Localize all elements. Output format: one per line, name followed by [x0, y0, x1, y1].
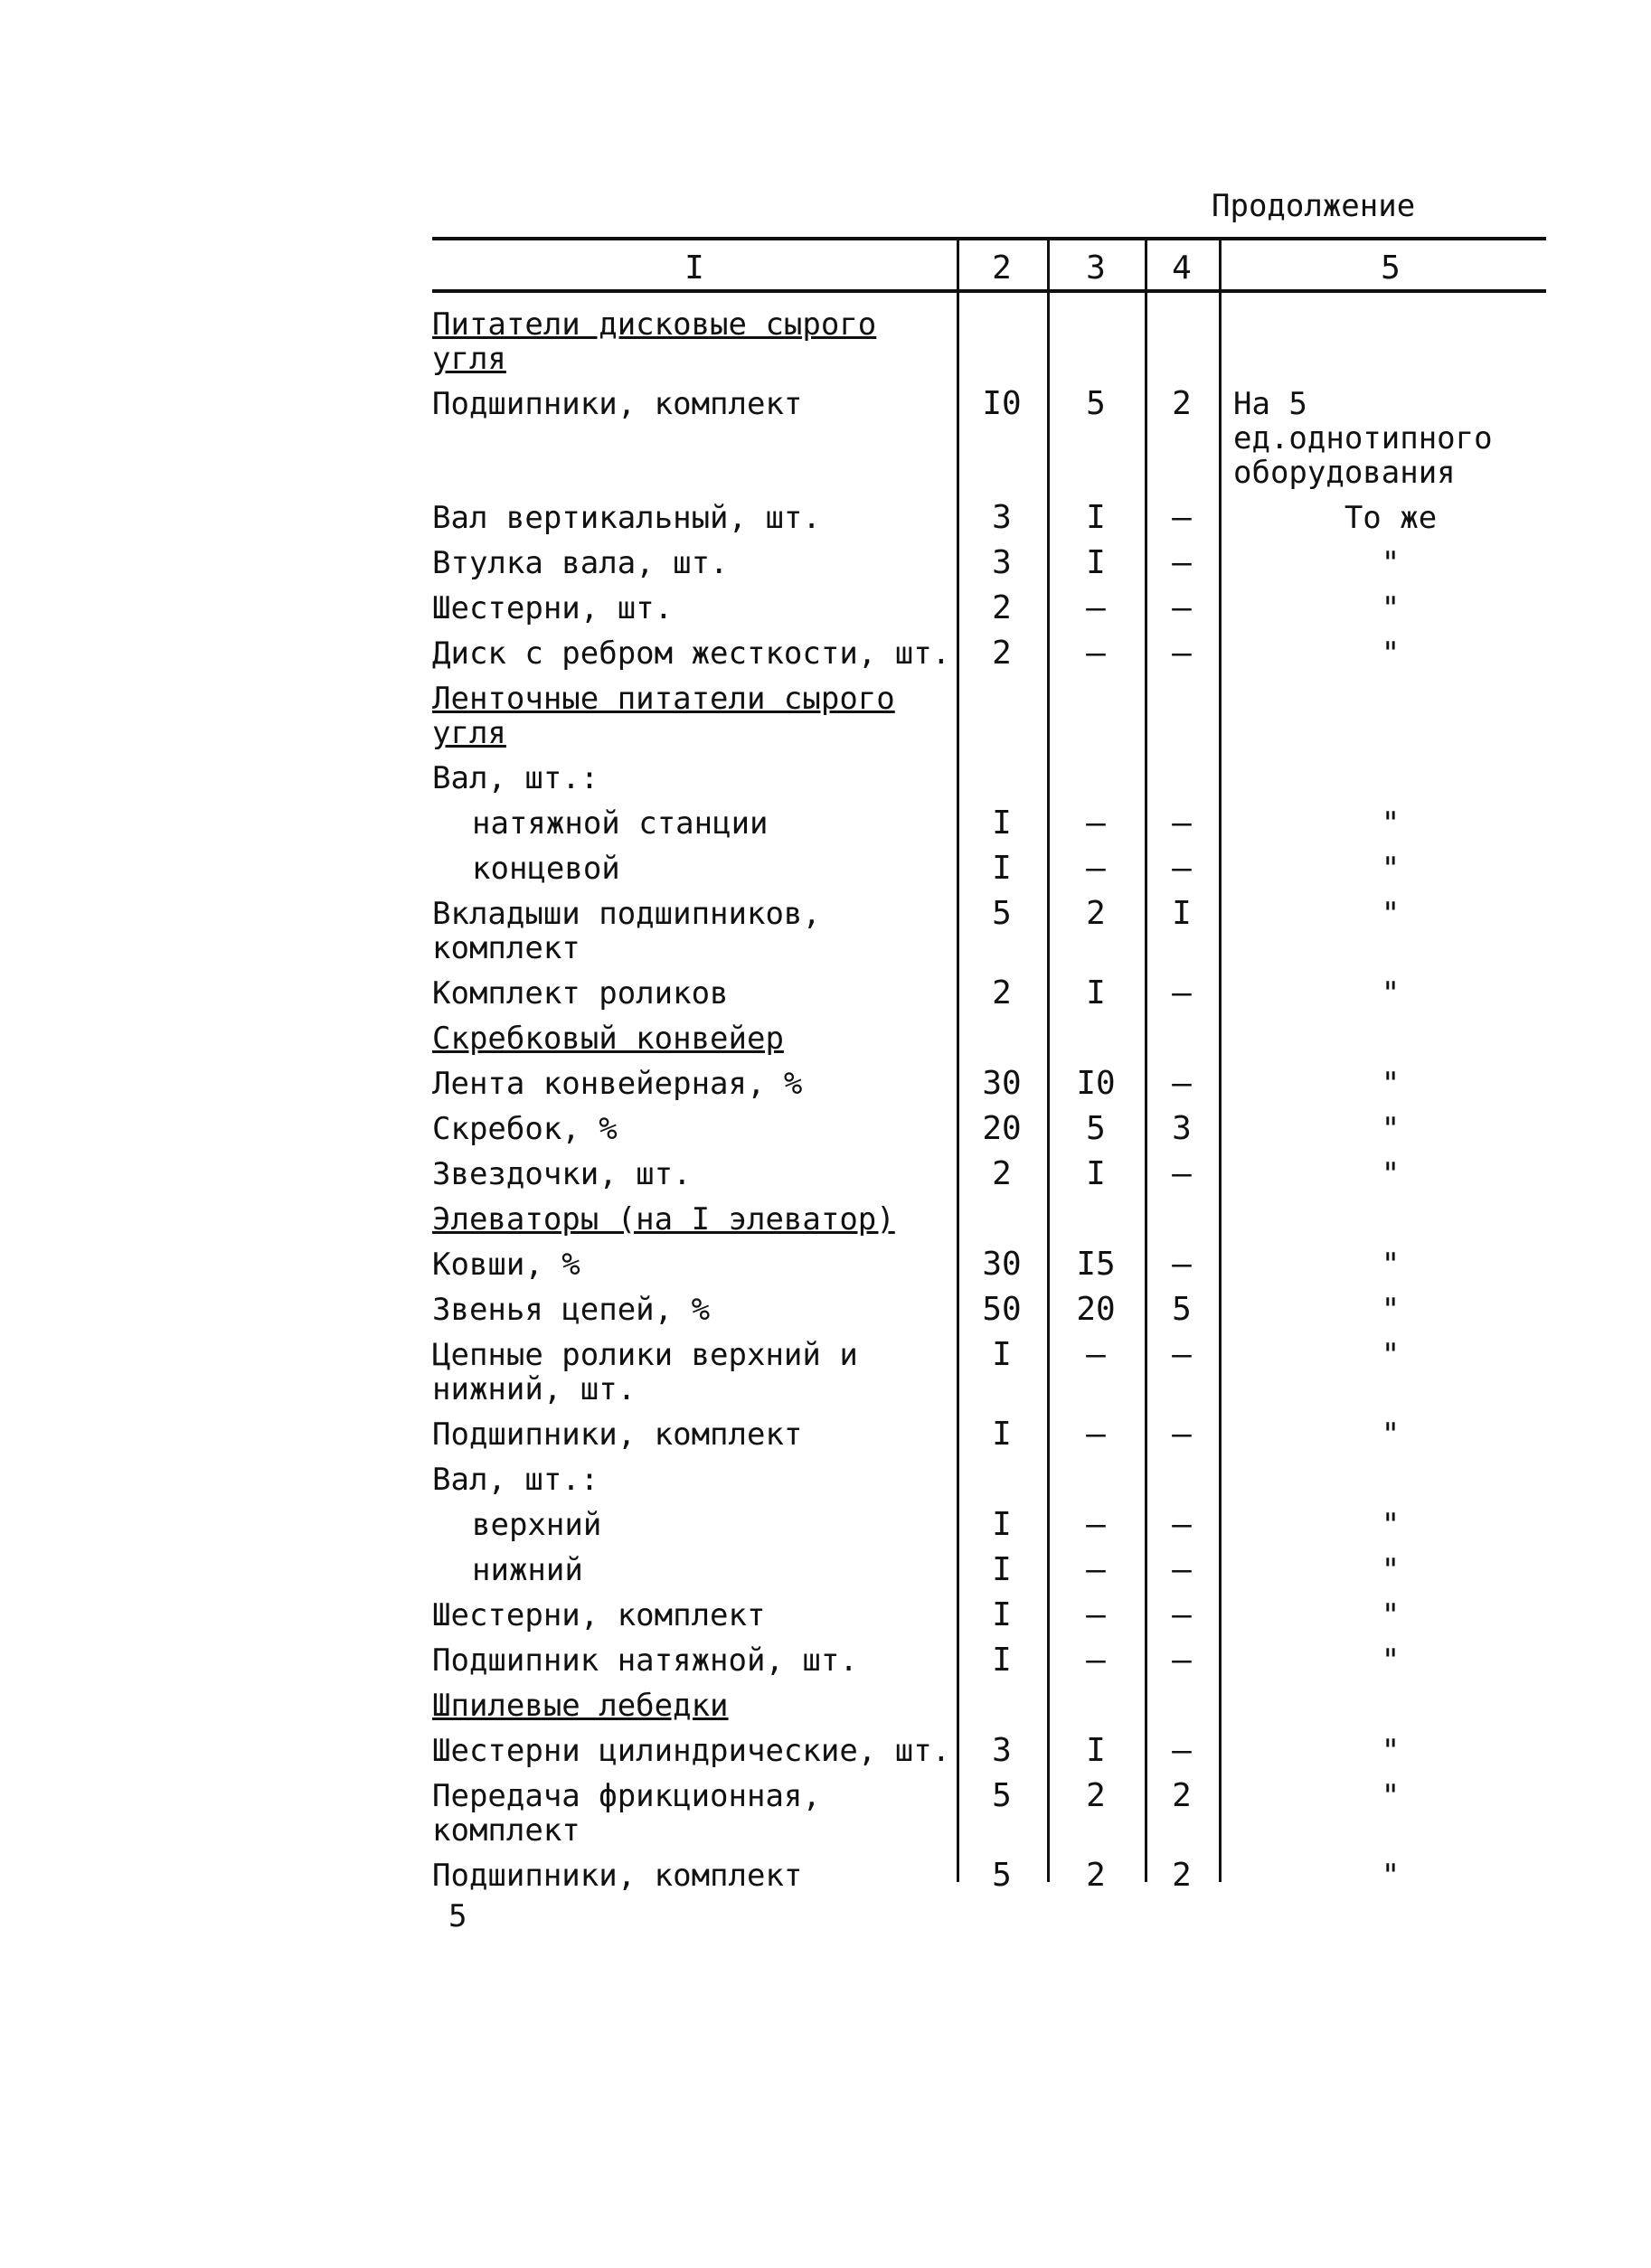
item-name: Цепные ролики верхний и нижний, шт.: [432, 1337, 858, 1407]
qty-col2: 3: [992, 544, 1012, 581]
section-heading: Скребковый конвейер: [432, 1021, 784, 1057]
note: ": [1381, 1597, 1401, 1633]
qty-col3: –: [1086, 635, 1106, 672]
qty-col4: –: [1172, 1596, 1192, 1633]
qty-col3: –: [1086, 1336, 1106, 1373]
table-header-rule: [432, 289, 1546, 293]
qty-col4: –: [1172, 1506, 1192, 1543]
qty-col3: I: [1086, 1732, 1106, 1769]
qty-col2: I: [992, 805, 1012, 842]
qty-col4: –: [1172, 850, 1192, 887]
item-name: концевой: [472, 851, 620, 887]
qty-col4: –: [1172, 1551, 1192, 1588]
qty-col3: 2: [1086, 895, 1106, 932]
qty-col3: –: [1086, 1642, 1106, 1679]
column-header-2: 2: [992, 249, 1012, 287]
item-name: Передача фрикционная, комплект: [432, 1778, 821, 1849]
note: ": [1381, 1292, 1401, 1328]
table-row: [432, 1011, 1564, 1056]
item-name: нижний: [472, 1552, 583, 1588]
note: ": [1381, 1733, 1401, 1769]
qty-col2: I0: [982, 385, 1022, 422]
qty-col3: I: [1086, 974, 1106, 1012]
column-header-3: 3: [1086, 249, 1106, 287]
qty-col2: 30: [982, 1246, 1022, 1283]
item-name: верхний: [472, 1507, 602, 1543]
qty-col3: –: [1086, 589, 1106, 626]
item-name: Шестерни, комплект: [432, 1597, 766, 1633]
qty-col4: –: [1172, 1732, 1192, 1769]
note: ": [1381, 545, 1401, 581]
qty-col4: –: [1172, 1155, 1192, 1192]
item-name: Втулка вала, шт.: [432, 545, 729, 581]
qty-col4: –: [1172, 499, 1192, 536]
section-heading: Ленточные питатели сырого угля: [432, 681, 895, 751]
qty-col2: 50: [982, 1291, 1022, 1328]
table-row: [432, 580, 1564, 626]
qty-col4: 3: [1172, 1110, 1192, 1147]
qty-col3: –: [1086, 1416, 1106, 1453]
qty-col2: 30: [982, 1065, 1022, 1102]
item-name: Звенья цепей, %: [432, 1292, 711, 1328]
note: ": [1381, 635, 1401, 672]
table-body: [432, 296, 1564, 1893]
note: ": [1381, 1156, 1401, 1192]
table-row: [432, 490, 1564, 535]
qty-col4: –: [1172, 544, 1192, 581]
qty-col3: –: [1086, 1506, 1106, 1543]
qty-col2: 5: [992, 895, 1012, 932]
qty-col4: 2: [1172, 1777, 1192, 1814]
qty-col4: –: [1172, 974, 1192, 1012]
table-row: [432, 1191, 1564, 1237]
qty-col3: –: [1086, 1551, 1106, 1588]
qty-col4: –: [1172, 805, 1192, 842]
qty-col2: 5: [992, 1857, 1012, 1894]
qty-col2: I: [992, 1336, 1012, 1373]
qty-col2: I: [992, 1506, 1012, 1543]
table-row: [432, 795, 1564, 841]
table-row: [432, 841, 1564, 886]
qty-col4: 2: [1172, 385, 1192, 422]
qty-col4: –: [1172, 635, 1192, 672]
item-name: Подшипники, комплект: [432, 386, 803, 422]
item-name: Комплект роликов: [432, 975, 729, 1012]
column-header-4: 4: [1172, 249, 1192, 287]
note: ": [1381, 896, 1401, 932]
table-row: [432, 750, 1564, 795]
qty-col3: –: [1086, 850, 1106, 887]
section-heading: Элеваторы (на I элеватор): [432, 1201, 895, 1238]
table-row: [432, 1678, 1564, 1723]
item-name: Звездочки, шт.: [432, 1156, 692, 1192]
qty-col2: 2: [992, 635, 1012, 672]
qty-col3: 2: [1086, 1777, 1106, 1814]
table-row: [432, 1848, 1564, 1893]
qty-col2: I: [992, 1416, 1012, 1453]
table-row: [432, 376, 1564, 490]
item-name: Лента конвейерная, %: [432, 1066, 803, 1102]
qty-col3: 5: [1086, 385, 1106, 422]
table-row: [432, 1101, 1564, 1146]
note: ": [1381, 590, 1401, 626]
table-row: [432, 1056, 1564, 1101]
qty-col3: I5: [1076, 1246, 1116, 1283]
qty-col2: I: [992, 1551, 1012, 1588]
qty-col4: I: [1172, 895, 1192, 932]
item-name: натяжной станции: [472, 805, 769, 842]
qty-col2: 2: [992, 1155, 1012, 1192]
qty-col4: 2: [1172, 1857, 1192, 1894]
note: ": [1381, 851, 1401, 887]
item-name: Диск с ребром жесткости, шт.: [432, 635, 951, 672]
qty-col4: –: [1172, 1416, 1192, 1453]
note: ": [1381, 805, 1401, 842]
note: На 5 ед.однотипного оборудования: [1233, 386, 1493, 491]
qty-col4: –: [1172, 1336, 1192, 1373]
continuation-label: Продолжение: [1212, 188, 1416, 224]
qty-col2: 5: [992, 1777, 1012, 1814]
note: ": [1381, 1642, 1401, 1679]
table-row: [432, 1146, 1564, 1191]
qty-col4: –: [1172, 589, 1192, 626]
qty-col2: I: [992, 850, 1012, 887]
note: То же: [1344, 500, 1438, 536]
item-name: Шестерни, шт.: [432, 590, 674, 626]
qty-col3: 20: [1076, 1291, 1116, 1328]
item-name: Шестерни цилиндрические, шт.: [432, 1733, 951, 1769]
qty-col2: 2: [992, 974, 1012, 1012]
item-name: Подшипники, комплект: [432, 1858, 803, 1894]
table-row: [432, 1497, 1564, 1542]
item-name: Ковши, %: [432, 1247, 580, 1283]
qty-col3: I: [1086, 499, 1106, 536]
table-row: [432, 671, 1564, 750]
table-top-rule: [432, 237, 1546, 240]
table-row: [432, 1633, 1564, 1678]
qty-col2: I: [992, 1642, 1012, 1679]
table-row: [432, 1768, 1564, 1848]
table-row: [432, 1327, 1564, 1407]
qty-col3: 5: [1086, 1110, 1106, 1147]
qty-col2: I: [992, 1596, 1012, 1633]
item-name: Вкладыши подшипников, комплект: [432, 896, 821, 966]
note: ": [1381, 975, 1401, 1012]
table-row: [432, 1407, 1564, 1452]
table-row: [432, 626, 1564, 671]
qty-col3: I: [1086, 1155, 1106, 1192]
qty-col4: 5: [1172, 1291, 1192, 1328]
item-name: Подшипники, комплект: [432, 1416, 803, 1453]
item-name: Вал, шт.:: [432, 1462, 599, 1498]
note: ": [1381, 1416, 1401, 1453]
table-row: [432, 1452, 1564, 1497]
table-row: [432, 1542, 1564, 1587]
note: ": [1381, 1111, 1401, 1147]
note: ": [1381, 1066, 1401, 1102]
qty-col3: –: [1086, 805, 1106, 842]
note: ": [1381, 1337, 1401, 1373]
table-row: [432, 296, 1564, 376]
qty-col3: I: [1086, 544, 1106, 581]
table-row: [432, 965, 1564, 1011]
table-row: [432, 535, 1564, 580]
table-row: [432, 1587, 1564, 1633]
note: ": [1381, 1507, 1401, 1543]
note: ": [1381, 1247, 1401, 1283]
item-name: Вал, шт.:: [432, 760, 599, 796]
section-heading: Шпилевые лебедки: [432, 1688, 729, 1724]
note: ": [1381, 1778, 1401, 1814]
qty-col2: 3: [992, 1732, 1012, 1769]
table-row: [432, 1237, 1564, 1282]
item-name: Вал вертикальный, шт.: [432, 500, 821, 536]
qty-col4: –: [1172, 1065, 1192, 1102]
qty-col4: –: [1172, 1246, 1192, 1283]
qty-col2: 3: [992, 499, 1012, 536]
qty-col2: 2: [992, 589, 1012, 626]
item-name: Подшипник натяжной, шт.: [432, 1642, 858, 1679]
parts-table: [432, 237, 1564, 1896]
qty-col3: 2: [1086, 1857, 1106, 1894]
item-name: Скребок, %: [432, 1111, 618, 1147]
qty-col3: –: [1086, 1596, 1106, 1633]
column-header-5: 5: [1381, 249, 1401, 287]
qty-col3: I0: [1076, 1065, 1116, 1102]
column-header-1: I: [684, 249, 704, 287]
section-heading: Питатели дисковые сырого угля: [432, 306, 877, 377]
qty-col2: 20: [982, 1110, 1022, 1147]
table-row: [432, 1723, 1564, 1768]
note: ": [1381, 1858, 1401, 1894]
table-row: [432, 1282, 1564, 1327]
qty-col4: –: [1172, 1642, 1192, 1679]
note: ": [1381, 1552, 1401, 1588]
table-row: [432, 886, 1564, 965]
page-number: 5: [448, 1898, 467, 1934]
